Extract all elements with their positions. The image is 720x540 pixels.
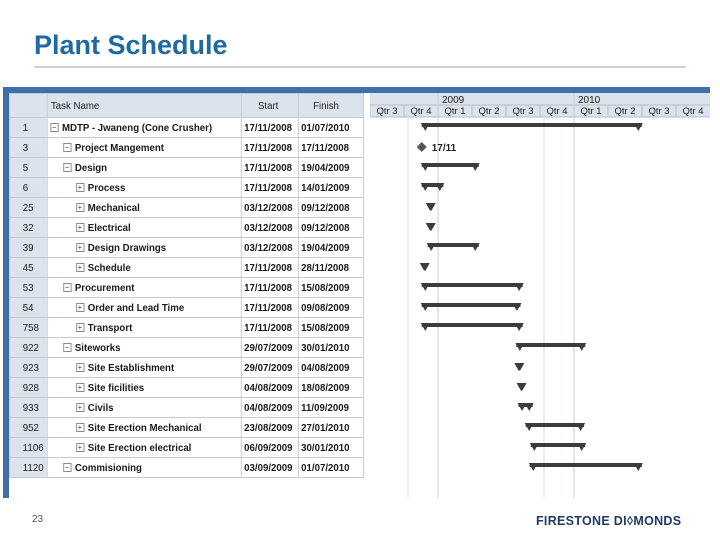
task-finish: 19/04/2009 (298, 238, 363, 258)
quarter-label: Qtr 4 (682, 106, 704, 117)
task-name-cell[interactable] (47, 318, 241, 338)
task-name: Procurement (74, 281, 135, 294)
quarter-label: Qtr 4 (410, 106, 432, 117)
summary-bar (526, 423, 584, 427)
task-name-cell[interactable] (47, 338, 241, 358)
summary-bar (422, 123, 642, 127)
milestone-label: 17/11 (431, 143, 457, 154)
quarter-label: Qtr 4 (546, 106, 568, 117)
expand-icon[interactable]: + (77, 423, 83, 433)
task-name-cell[interactable] (47, 438, 241, 458)
task-id: 758 (9, 318, 46, 338)
task-finish: 09/08/2009 (298, 298, 363, 318)
task-name-cell[interactable] (47, 298, 241, 318)
task-id: 923 (9, 358, 46, 378)
task-start: 17/11/2008 (241, 298, 298, 318)
expand-icon[interactable]: + (77, 383, 83, 393)
task-id: 32 (9, 218, 46, 238)
task-id: 39 (9, 238, 46, 258)
task-row[interactable] (9, 238, 363, 258)
task-id: 933 (9, 398, 46, 418)
task-id: 5 (9, 158, 46, 178)
task-name-cell[interactable] (47, 458, 241, 478)
expand-icon[interactable]: + (77, 303, 83, 313)
task-finish: 09/12/2008 (298, 218, 363, 238)
task-row[interactable] (9, 418, 363, 438)
task-id: 53 (9, 278, 46, 298)
summary-bar (422, 163, 479, 167)
task-name: Process (87, 181, 126, 194)
task-finish: 30/01/2010 (298, 438, 363, 458)
task-name: Site Establishment (87, 361, 175, 374)
id-column-header (9, 94, 46, 118)
task-name-cell[interactable] (47, 158, 241, 178)
task-name-cell[interactable] (47, 398, 241, 418)
task-start: 29/07/2009 (241, 358, 298, 378)
quarter-label: Qtr 3 (648, 106, 670, 117)
task-id: 25 (9, 198, 46, 218)
task-name: Site ficilities (87, 381, 145, 394)
task-name: Site Erection electrical (87, 441, 192, 454)
summary-bar (422, 323, 523, 327)
task-start: 17/11/2008 (241, 138, 298, 158)
task-name-header[interactable]: Task Name (47, 94, 241, 118)
expand-icon[interactable]: + (77, 443, 83, 453)
task-start: 23/08/2009 (241, 418, 298, 438)
collapse-icon[interactable]: − (64, 283, 70, 293)
task-name: Site Erection Mechanical (87, 421, 202, 434)
collapse-icon[interactable]: − (64, 343, 70, 353)
slide-title: Plant Schedule (34, 30, 228, 60)
task-start: 17/11/2008 (241, 258, 298, 278)
task-finish: 27/01/2010 (298, 418, 363, 438)
task-table-body (9, 118, 363, 478)
task-name-cell[interactable] (47, 378, 241, 398)
task-row[interactable] (9, 198, 363, 218)
task-name: Schedule (87, 261, 131, 274)
task-row[interactable] (9, 218, 363, 238)
task-row[interactable] (9, 258, 363, 278)
task-row[interactable] (9, 458, 363, 478)
task-row[interactable] (9, 178, 363, 198)
start-header[interactable]: Start (241, 94, 298, 118)
task-start: 17/11/2008 (241, 158, 298, 178)
task-id: 3 (9, 138, 46, 158)
task-finish: 15/08/2009 (298, 278, 363, 298)
task-name-cell[interactable] (47, 418, 241, 438)
task-name: Design (74, 161, 108, 174)
quarter-label: Qtr 1 (444, 106, 466, 117)
task-finish: 30/01/2010 (298, 338, 363, 358)
task-start: 17/11/2008 (241, 118, 298, 138)
year-label: 2009 (442, 95, 465, 106)
collapse-icon[interactable]: − (64, 163, 70, 173)
task-id: 1106 (9, 438, 46, 458)
task-start: 03/12/2008 (241, 238, 298, 258)
task-id: 1120 (9, 458, 46, 478)
task-row[interactable] (9, 398, 363, 418)
expand-icon[interactable]: + (77, 363, 83, 373)
task-finish: 11/09/2009 (298, 398, 363, 418)
expand-icon[interactable]: + (77, 203, 83, 213)
collapse-icon[interactable]: − (52, 123, 57, 133)
task-start: 03/12/2008 (241, 218, 298, 238)
task-finish: 18/08/2009 (298, 378, 363, 398)
task-row[interactable] (9, 158, 363, 178)
task-start: 17/11/2008 (241, 318, 298, 338)
task-start: 17/11/2008 (241, 278, 298, 298)
milestone-marker (417, 142, 427, 152)
collapse-icon[interactable]: − (64, 143, 70, 153)
task-row[interactable] (9, 318, 363, 338)
expand-icon[interactable]: + (77, 323, 83, 333)
task-name: Mechanical (87, 201, 140, 214)
task-id: 1 (9, 118, 46, 138)
task-name-cell[interactable] (47, 138, 241, 158)
task-finish: 04/08/2009 (298, 358, 363, 378)
task-finish: 15/08/2009 (298, 318, 363, 338)
task-name: Order and Lead Time (87, 301, 185, 314)
expand-icon[interactable]: + (77, 243, 83, 253)
gantt-chart (370, 93, 710, 498)
task-finish: 09/12/2008 (298, 198, 363, 218)
task-id: 922 (9, 338, 46, 358)
quarter-label: Qtr 3 (512, 106, 534, 117)
task-start: 03/12/2008 (241, 198, 298, 218)
task-id: 928 (9, 378, 46, 398)
task-row[interactable] (9, 138, 363, 158)
task-name: Commisioning (74, 461, 142, 474)
task-id: 54 (9, 298, 46, 318)
expand-icon[interactable]: + (77, 403, 83, 413)
task-start: 03/09/2009 (241, 458, 298, 478)
summary-bar (531, 443, 585, 447)
quarter-label: Qtr 2 (478, 106, 500, 117)
page-number: 23 (32, 514, 44, 525)
task-name-cell[interactable] (47, 198, 241, 218)
summary-bar (422, 303, 521, 307)
task-start: 29/07/2009 (241, 338, 298, 358)
task-name-cell[interactable] (47, 258, 241, 278)
summary-bar (422, 283, 523, 287)
task-name: Design Drawings (87, 241, 167, 254)
task-row[interactable] (9, 338, 363, 358)
task-finish: 14/01/2009 (298, 178, 363, 198)
task-finish: 17/11/2008 (298, 138, 363, 158)
task-row[interactable] (9, 438, 363, 458)
task-start: 17/11/2008 (241, 178, 298, 198)
task-finish: 01/07/2010 (298, 118, 363, 138)
task-table (9, 93, 364, 478)
task-start: 04/08/2009 (241, 378, 298, 398)
task-id: 952 (9, 418, 46, 438)
task-row[interactable] (9, 358, 363, 378)
task-name: Project Mangement (74, 141, 164, 154)
task-name: Civils (87, 401, 114, 414)
task-name: MDTP - Jwaneng (Cone Crusher) (61, 121, 213, 134)
expand-icon[interactable]: + (77, 263, 83, 273)
task-start: 04/08/2009 (241, 398, 298, 418)
expand-icon[interactable]: + (77, 223, 83, 233)
task-name-cell[interactable] (47, 358, 241, 378)
task-name-cell[interactable] (47, 178, 241, 198)
task-table-header (9, 94, 363, 118)
task-finish: 01/07/2010 (298, 458, 363, 478)
task-name: Siteworks (74, 341, 121, 354)
task-name-cell[interactable] (47, 218, 241, 238)
task-name: Transport (87, 321, 133, 334)
summary-bar (516, 343, 585, 347)
task-finish: 19/04/2009 (298, 158, 363, 178)
task-name-cell[interactable] (47, 238, 241, 258)
firestone-diamonds-logo: FIRESTONE DI◊MONDS (536, 514, 682, 528)
task-name-cell[interactable] (47, 118, 241, 138)
gantt-frame (3, 87, 710, 498)
task-row[interactable] (9, 118, 363, 138)
quarter-label: Qtr 2 (614, 106, 636, 117)
task-start: 06/09/2009 (241, 438, 298, 458)
task-name-cell[interactable] (47, 278, 241, 298)
quarter-label: Qtr 3 (376, 106, 398, 117)
finish-header[interactable]: Finish (298, 94, 363, 118)
collapse-icon[interactable]: − (64, 463, 70, 473)
gantt-view (9, 93, 710, 498)
task-row[interactable] (9, 378, 363, 398)
quarter-label: Qtr 1 (580, 106, 602, 117)
summary-bar (530, 463, 642, 467)
task-id: 45 (9, 258, 46, 278)
task-id: 6 (9, 178, 46, 198)
task-row[interactable] (9, 278, 363, 298)
task-row[interactable] (9, 298, 363, 318)
year-label: 2010 (578, 95, 601, 106)
task-finish: 28/11/2008 (298, 258, 363, 278)
expand-icon[interactable]: + (77, 183, 83, 193)
task-name: Electrical (87, 221, 131, 234)
title-divider (34, 66, 686, 68)
